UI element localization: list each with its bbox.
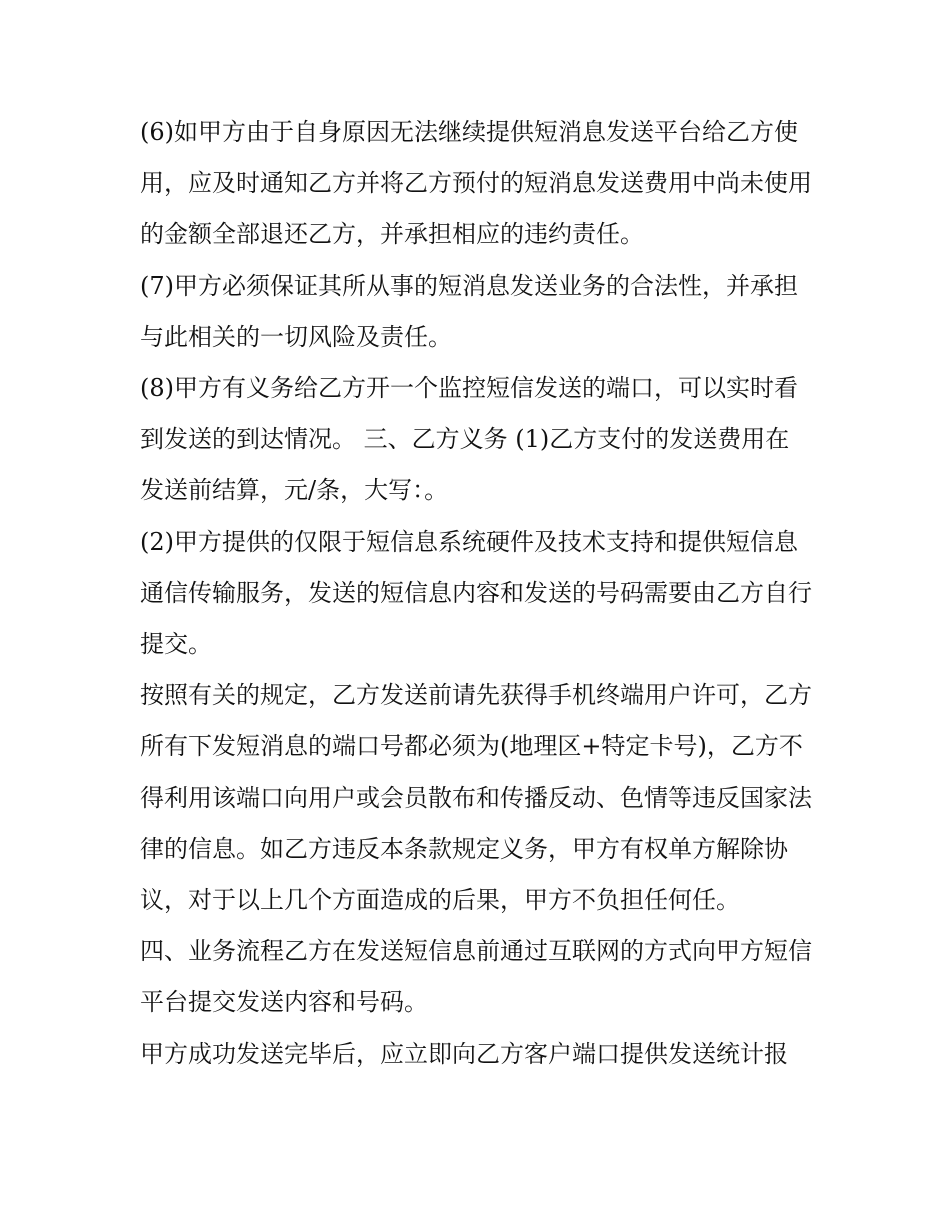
paragraph-8: (8)甲方有义务给乙方开一个监控短信发送的端口，可以实时看到发送的到达情况。 三、乙方义务 (1)乙方支付的发送费用在发送前结算，元/条，大写：。 (140, 374, 798, 505)
document-body (140, 107, 812, 1080)
paragraph-7: (7)甲方必须保证其所从事的短消息发送业务的合法性，并承担与此相关的一切风险及责任。 (140, 271, 798, 351)
paragraph-section-4: 四、业务流程乙方在发送短信息前通过互联网的方式向甲方短信平台提交发送内容和号码。 (140, 937, 812, 1017)
paragraph-statistics: 甲方成功发送完毕后，应立即向乙方客户端口提供发送统计报 (140, 1039, 788, 1068)
paragraph-2: (2)甲方提供的仅限于短信息系统硬件及技术支持和提供短信息通信传输服务，发送的短信息内容和发送的号码需要由乙方自行提交。 (140, 527, 812, 659)
paragraph-regulations: 按照有关的规定，乙方发送前请先获得手机终端用户许可，乙方所有下发短消息的端口号都必须为(地理区+特定卡号)，乙方不得利用该端口向用户或会员散布和传播反动、色情等违反国家法律的信息。如乙方违反本条款规定义务，甲方有权单方解除协议，对于以上几个方面造成的后果，甲方不负担任何任。 (140, 681, 812, 915)
paragraph-6: (6)如甲方由于自身原因无法继续提供短消息发送平台给乙方使用，应及时通知乙方并将乙方预付的短消息发送费用中尚未使用的金额全部退还乙方，并承担相应的违约责任。 (140, 118, 812, 249)
